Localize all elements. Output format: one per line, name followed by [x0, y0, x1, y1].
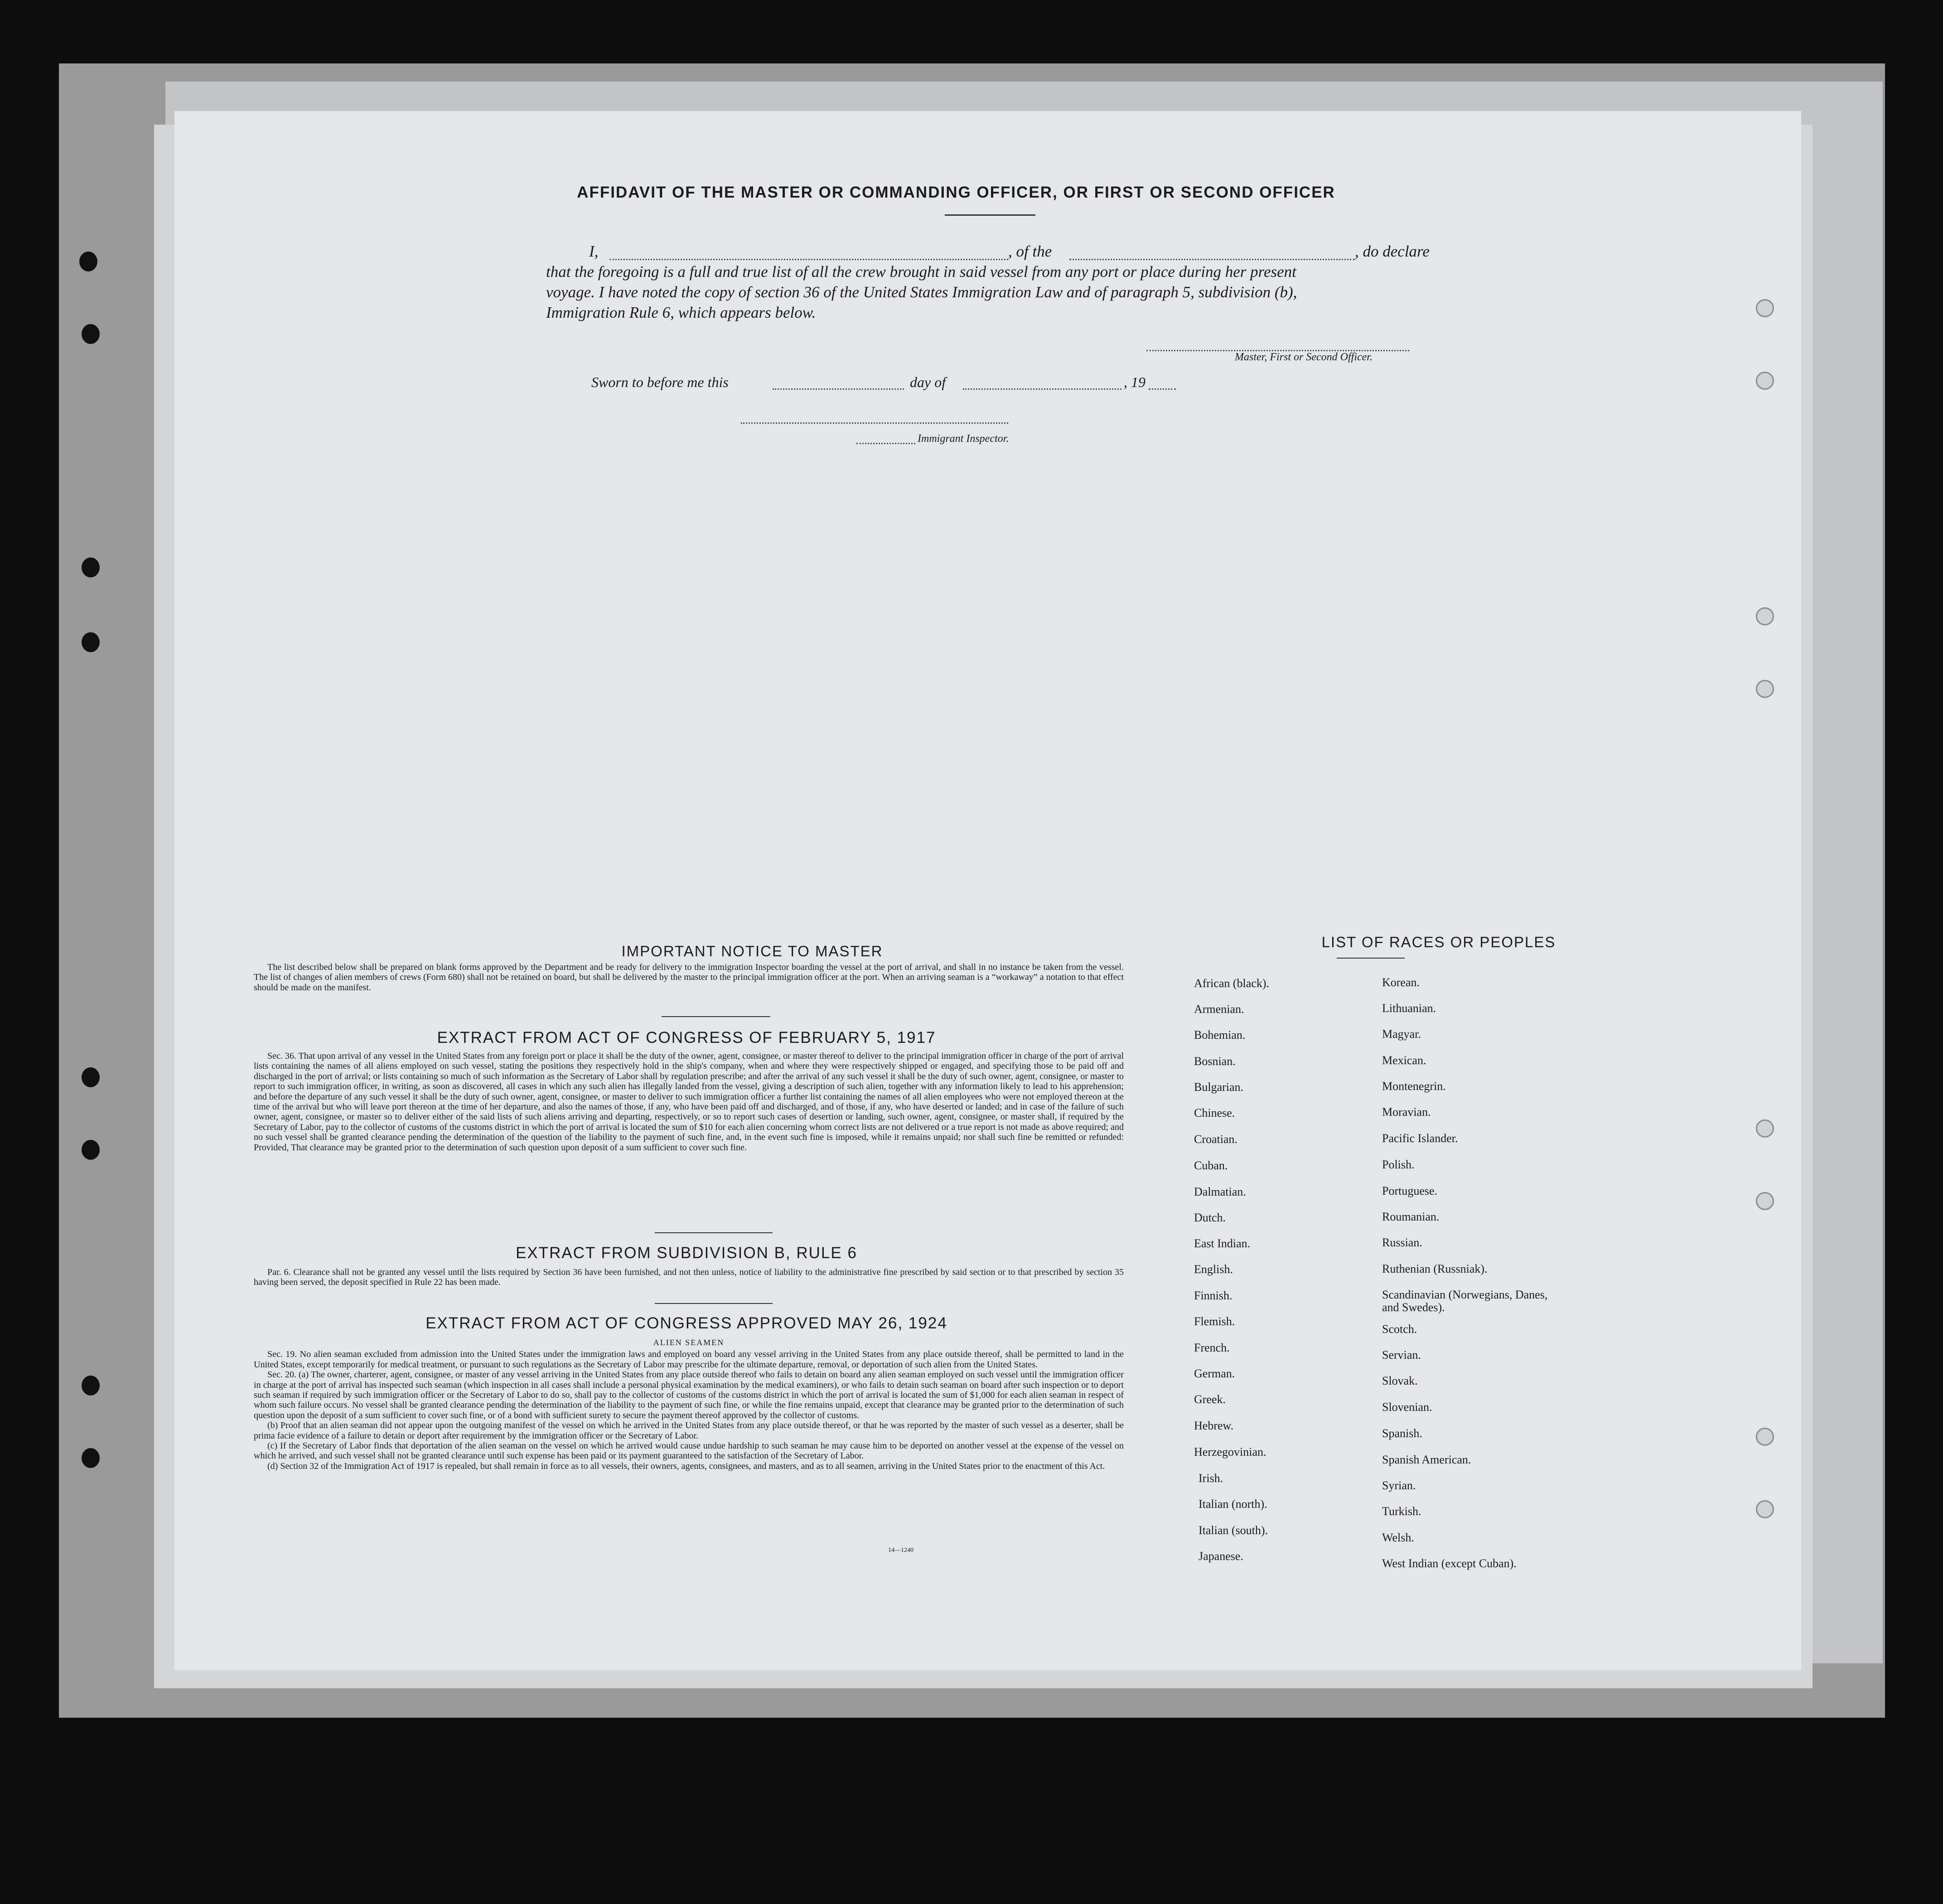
section-20c-paragraph: (c) If the Secretary of Labor finds that deportation of the alien seaman on the vessel on which he arrived would cause undue hardship to such seaman he may cause him to be deported on another vessel at the expense of the vessel on which he arrived, and such vessel shall not be granted clearance until such expense has been paid or its payment guaranteed to the satisfaction of the Secretary of Labor. — [254, 1441, 1124, 1461]
inspector-signature-label: Immigrant Inspector. — [918, 433, 1009, 445]
punch-hole — [1756, 299, 1774, 317]
race-item: Finnish. — [1194, 1289, 1232, 1302]
race-item: West Indian (except Cuban). — [1382, 1557, 1517, 1570]
affidavit-of-the: , of the — [1008, 242, 1052, 260]
race-item: Scotch. — [1382, 1323, 1417, 1336]
race-item: Montenegrin. — [1382, 1080, 1446, 1093]
sworn-month-blank[interactable] — [963, 388, 1121, 390]
race-item: Armenian. — [1194, 1003, 1244, 1016]
race-item: Welsh. — [1382, 1531, 1414, 1544]
race-item: Bohemian. — [1194, 1028, 1246, 1042]
race-item: Cuban. — [1194, 1159, 1228, 1172]
race-item: Pacific Islander. — [1382, 1132, 1458, 1145]
race-item: Mexican. — [1382, 1054, 1426, 1067]
rule-6-title: EXTRACT FROM SUBDIVISION B, RULE 6 — [516, 1244, 857, 1262]
race-item: Dutch. — [1194, 1211, 1226, 1224]
race-item: Roumanian. — [1382, 1210, 1440, 1223]
races-title-underline — [1337, 958, 1405, 959]
race-item: Hebrew. — [1194, 1419, 1234, 1432]
section-divider — [662, 1016, 770, 1017]
race-item: Chinese. — [1194, 1106, 1235, 1119]
race-item: Portuguese. — [1382, 1184, 1438, 1197]
section-20a-paragraph: Sec. 20. (a) The owner, charterer, agent, consignee, or master of any vessel arriving in the United States from any place outside thereof who fails to detain on board any alien seaman employed on such vessel until the immigration officer in charge at the port of arrival has inspected such seaman (which inspection in all cases shall include a personal physical examination by the medical examiners), or who fails to detain such seaman on board after such inspection or to deport such seaman if required by such immigration officer or the Secretary of Labor to do so, shall pay to the collector of customs of the customs district in which the port of arrival is located the sum of $1,000 for each alien seaman in respect of whom such failure occurs. No vessel shall be granted clearance pending the determination of the liability to the payment of such fine, or while the fine remains unpaid, except that clearance may be granted prior to the determination of such question upon the deposit of a sum sufficient to cover such fine, or of a bond with sufficient surety to secure the payment thereof approved by the collector of customs. — [254, 1370, 1124, 1420]
race-item: Croatian. — [1194, 1133, 1238, 1146]
race-item: Dalmatian. — [1194, 1185, 1246, 1198]
name-blank[interactable] — [609, 259, 1008, 260]
affidavit-body-line: Immigration Rule 6, which appears below. — [546, 304, 816, 321]
section-36-paragraph: Sec. 36. That upon arrival of any vessel in the United States from any foreign port or place it shall be the duty of the owner, agent, consignee, or master thereof to deliver to the principal immigration officer in charge of the port of arrival lists containing the names of all aliens employed on such vessel, stating the positions they respectively hold in the ship's company, when and where they were respectively shipped or engaged, and specifying those to be paid off and discharged in the port of arrival; or lists containing so much of such information as the Secretary of Labor shall by regulation prescribe; and after the arrival of any such vessel it shall be the duty of such owner, agent, consignee, or master to report to such immigration officer, in writing, as soon as discovered, all cases in which any such alien has illegally landed from the vessel, giving a description of such alien, together with any information likely to lead to his apprehension; and before the departure of any such vessel it shall be the duty of such owner, agent, consignee, or master to deliver to such immigration officer a further list containing the names of all alien employees who were not employed thereon at the time of the arrival but who will leave port thereon at the time of her departure, and also the names of those, if any, who have been paid off and discharged, and of those, if any, who have deserted or landed; and in case of the failure of such owner, agent, consignee, or master so to deliver either of the said lists of such aliens arriving and departing, respectively, or so to report such cases of desertion or landing, such owner, agent, consignee, or master shall, if required by the Secretary of Labor, pay to the collector of customs of the customs district in which the port of arrival is located the sum of $10 for each alien concerning whom correct lists are not delivered or a true report is not made as above required; and no such vessel shall be granted clearance pending the determination of the question of the liability to the payment of such fine, and, in the event such fine is imposed, while it remains unpaid; nor shall such fine be remitted or refunded: Provided, That clearance may be granted prior to the determination of such question upon deposit of a sum sufficient to cover such fine. — [254, 1051, 1124, 1153]
extract-1917-text — [254, 1051, 1124, 1153]
race-item: Japanese. — [1199, 1550, 1243, 1563]
race-item: Bulgarian. — [1194, 1080, 1244, 1094]
race-item: Scandinavian (Norwegians, Danes, and Swedes). — [1382, 1288, 1548, 1314]
affidavit-body-line: that the foregoing is a full and true list of all the crew brought in said vessel from any port or place during her present — [546, 263, 1296, 281]
race-item: Moravian. — [1382, 1105, 1431, 1119]
binder-hole — [82, 324, 100, 344]
race-item: Slovak. — [1382, 1374, 1418, 1387]
race-item: Syrian. — [1382, 1479, 1416, 1492]
extract-1924-text — [254, 1336, 1124, 1471]
race-item: Flemish. — [1194, 1315, 1235, 1328]
section-divider — [655, 1303, 773, 1304]
races-title: LIST OF RACES OR PEOPLES — [1321, 934, 1556, 950]
binder-hole — [82, 557, 100, 577]
race-item: Korean. — [1382, 976, 1420, 989]
binder-hole — [82, 632, 100, 652]
binder-hole — [82, 1140, 100, 1160]
binder-hole — [82, 1448, 100, 1468]
section-19-paragraph: Sec. 19. No alien seaman excluded from admission into the United States under the immigration laws and employed on board any vessel arriving in the United States from any place outside thereof, shall be permitted to land in the United States, except temporarily for medical treatment, or pursuant to such regulations as the Secretary of Labor may prescribe for the ultimate departure, removal, or deportation of such alien from the United States. — [254, 1349, 1124, 1370]
binder-hole — [82, 1376, 100, 1395]
race-item: Russian. — [1382, 1236, 1422, 1249]
race-item: Italian (north). — [1199, 1497, 1267, 1511]
race-item: Magyar. — [1382, 1027, 1421, 1041]
race-item: Polish. — [1382, 1158, 1415, 1171]
notice-text — [254, 962, 1124, 993]
alien-seamen-subtitle: ALIEN SEAMEN — [653, 1338, 725, 1347]
notice-paragraph: The list described below shall be prepared on blank forms approved by the Department and be ready for delivery to the immigration Inspector boarding the vessel at the port of arrival, and shall in no instance be taken from the vessel. The list of changes of alien members of crews (Form 680) shall not be retained on board, but shall be delivered by the master to the principal immigration officer at the port. When an arriving seaman is a “workaway” a notation to that effect should be made on the manifest. — [254, 962, 1124, 993]
master-signature-label: Master, First or Second Officer. — [1235, 351, 1373, 363]
rule-6-text — [254, 1267, 1124, 1288]
notice-title: IMPORTANT NOTICE TO MASTER — [621, 943, 883, 959]
punch-hole — [1756, 1192, 1774, 1210]
affidavit-do-declare: , do declare — [1355, 242, 1430, 260]
race-item: Irish. — [1199, 1472, 1223, 1485]
extract-1924-title: EXTRACT FROM ACT OF CONGRESS APPROVED MAY 26, 1924 — [425, 1314, 947, 1332]
race-item: Bosnian. — [1194, 1055, 1236, 1068]
binder-hole — [82, 1067, 100, 1087]
race-item: Spanish. — [1382, 1427, 1422, 1440]
race-item: Servian. — [1382, 1348, 1421, 1361]
section-divider — [655, 1232, 773, 1233]
affidavit-body-line: voyage. I have noted the copy of section 36 of the United States Immigration Law and of paragraph 5, subdivision (b), — [546, 283, 1297, 301]
race-item: English. — [1194, 1263, 1233, 1276]
inspector-signature-lead — [856, 443, 915, 444]
form-page — [174, 111, 1801, 1670]
rule-6-paragraph: Par. 6. Clearance shall not be granted any vessel until the lists required by Section 36 have been furnished, and not then unless, notice of liability to the administrative fine prescribed by said section or to that prescribed by section 35 having been served, the deposit specified in Rule 22 has been made. — [254, 1267, 1124, 1288]
section-20b-paragraph: (b) Proof that an alien seaman did not appear upon the outgoing manifest of the vessel on which he arrived in the United States from any place outside thereof, or that he was reported by the master of such vessel as a deserter, shall be prima facie evidence of a failure to detain or deport after requirement by the immigration officer or the Secretary of Labor. — [254, 1420, 1124, 1441]
race-item: Ruthenian (Russniak). — [1382, 1262, 1488, 1275]
race-item: Greek. — [1194, 1393, 1226, 1406]
race-item: Slovenian. — [1382, 1400, 1432, 1414]
punch-hole — [1756, 1119, 1774, 1138]
form-number: 14—1240 — [888, 1547, 914, 1554]
inspector-signature-line[interactable] — [741, 422, 1008, 424]
year-label: , 19 — [1124, 374, 1146, 390]
binder-hole — [79, 252, 97, 271]
section-20d-paragraph: (d) Section 32 of the Immigration Act of 1917 is repealed, but shall remain in force as to all vessels, their owners, agents, consignees, and masters, and as to all seamen, arriving in the United States prior to the enactment of this Act. — [267, 1461, 1105, 1471]
race-item: East Indian. — [1194, 1237, 1251, 1250]
punch-hole — [1756, 607, 1774, 625]
sworn-day-blank[interactable] — [773, 388, 904, 390]
punch-hole — [1756, 1428, 1774, 1446]
day-of-label: day of — [910, 374, 946, 390]
affidavit-title: AFFIDAVIT OF THE MASTER OR COMMANDING OFFICER, OR FIRST OR SECOND OFFICER — [577, 184, 1335, 201]
punch-hole — [1756, 372, 1774, 390]
sworn-year-blank[interactable] — [1149, 388, 1176, 390]
affidavit-i-label: I, — [589, 242, 599, 260]
race-item: French. — [1194, 1341, 1230, 1354]
race-item: German. — [1194, 1367, 1235, 1380]
race-item: Italian (south). — [1199, 1524, 1268, 1537]
vessel-blank[interactable] — [1069, 259, 1355, 260]
title-underline — [945, 214, 1035, 216]
punch-hole — [1756, 680, 1774, 698]
extract-1917-title: EXTRACT FROM ACT OF CONGRESS OF FEBRUARY 5, 1917 — [437, 1029, 936, 1046]
race-item: African (black). — [1194, 977, 1270, 990]
race-item: Turkish. — [1382, 1505, 1421, 1518]
race-item: Lithuanian. — [1382, 1002, 1436, 1015]
race-item: Herzegovinian. — [1194, 1445, 1266, 1458]
race-item: Spanish American. — [1382, 1453, 1471, 1466]
sworn-label: Sworn to before me this — [591, 374, 729, 390]
punch-hole — [1756, 1500, 1774, 1518]
